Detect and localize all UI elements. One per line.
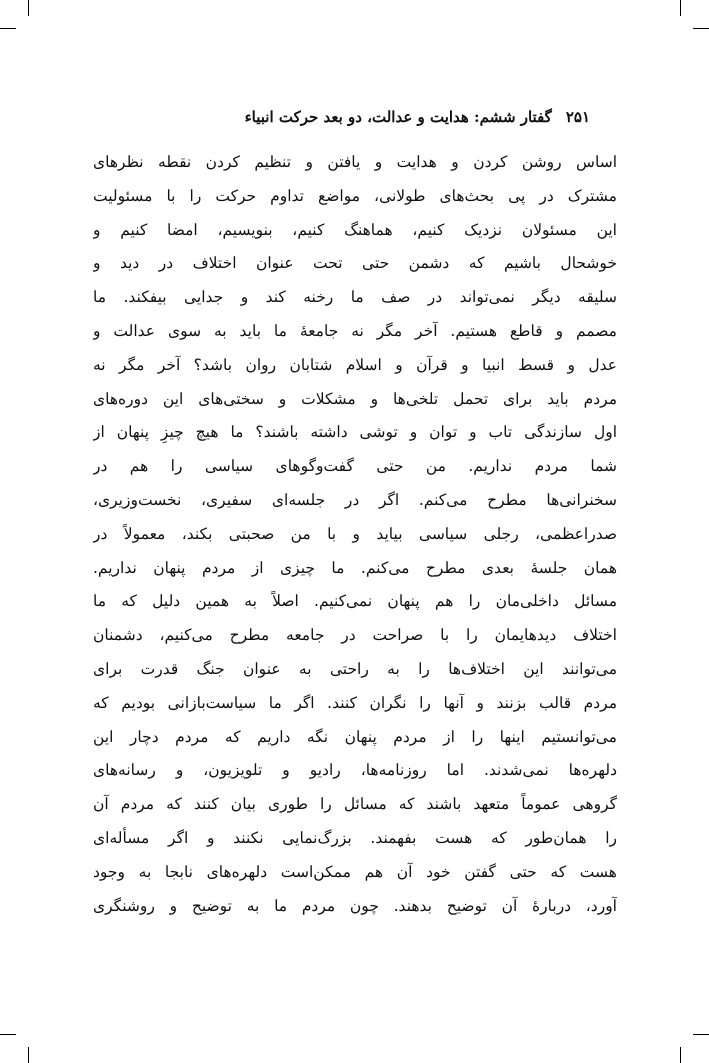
text-line: این مسئولان نزدیک کنیم، هماهنگ کنیم، بنویسیم، امضا کنیم و xyxy=(93,220,617,239)
text-line: سلیقه دیگر نمی‌تواند در صف ما رخنه کند و جدایی بیفکند. ما xyxy=(93,288,617,307)
text-line: همان جلسهٔ بعدی مطرح می‌کنم. ما چیزی از مردم پنهان نداریم. xyxy=(93,558,617,577)
text-line: شما مردم نداریم. من حتی گفت‌وگوهای سیاسی را هم در xyxy=(93,457,617,476)
text-line: مسائل داخلی‌مان را هم پنهان نمی‌کنیم. اصلاً به همین دلیل که ما xyxy=(93,592,617,611)
crop-mark xyxy=(28,0,29,16)
text-line: مردم باید برای تحمل تلخی‌ها و مشکلات و سختی‌های این دوره‌های xyxy=(93,389,617,408)
text-line: مشترک در پی بحث‌های طولانی، مواضع تداوم حرکت را با مسئولیت xyxy=(93,186,617,205)
page-header xyxy=(120,104,590,130)
text-line: صدراعظمی، رجلی سیاسی بیاید و با من صحبتی بکند، معمولاً در xyxy=(93,524,617,543)
crop-mark xyxy=(680,0,681,16)
text-line: اول سازندگی تاب و توان و توشی داشته باشند؟ ما هیچ چیزِ پنهان از xyxy=(93,423,617,442)
text-line: را همان‌طور که هست بفهمند. بزرگ‌نمایی نکنند و اگر مسأله‌ای xyxy=(93,828,617,847)
text-line: سخنرانی‌ها مطرح می‌کنم. اگر در جلسه‌ای سفیری، نخست‌وزیری، xyxy=(93,490,617,509)
running-title: گفتار ششم: هدایت و عدالت، دو بعد حرکت انبیاء xyxy=(244,108,552,126)
crop-mark xyxy=(0,28,16,29)
crop-mark xyxy=(680,1047,681,1063)
text-line: مصمم و قاطع هستیم. آخر مگر نه جامعهٔ ما باید به سوی عدالت و xyxy=(93,321,617,340)
crop-mark xyxy=(28,1047,29,1063)
page-number: ۲۵۱ xyxy=(565,108,590,126)
text-line: اساس روشن کردن و هدایت و یافتن و تنظیم کردن نقطه نظرهای xyxy=(93,153,617,171)
text-line: آورد، دربارهٔ آن توضیح بدهند. چون مردم ما به توضیح و روشنگری xyxy=(93,896,617,915)
text-line: دلهره‌ها نمی‌شدند. اما روزنامه‌ها، رادیو و تلویزیون، و رسانه‌های xyxy=(93,761,617,780)
text-line: می‌توانستیم اینها را از مردم پنهان نگه داریم که مردم دچار این xyxy=(93,727,617,746)
text-line: مردم قالب بزنند و آنها را نگران کنند. اگر ما سیاست‌بازانی بودیم که xyxy=(93,693,617,712)
text-line: می‌توانند این اختلاف‌ها را به راحتی به عنوان جنگ قدرت برای xyxy=(93,659,617,678)
text-line: گروهی عموماً متعهد باشند که مسائل را طوری بیان کنند که مردم آن xyxy=(93,795,617,814)
crop-mark xyxy=(693,1034,709,1035)
text-line: خوشحال باشیم که دشمن حتی تحت عنوان اختلاف در دید و xyxy=(93,254,617,273)
crop-mark xyxy=(693,28,709,29)
crop-mark xyxy=(0,1034,16,1035)
text-line: عدل و قسط انبیا و قرآن و اسلام شتابان روان باشد؟ آخر مگر نه xyxy=(93,355,617,374)
body-paragraph xyxy=(93,146,617,923)
text-line: اختلاف دیدهایمان را با صراحت در جامعه مطرح می‌کنیم، دشمنان xyxy=(93,626,617,645)
text-line: هست که حتی گفتن خود آن هم ممکن‌است دلهره‌های نابجا به وجود xyxy=(93,862,617,881)
